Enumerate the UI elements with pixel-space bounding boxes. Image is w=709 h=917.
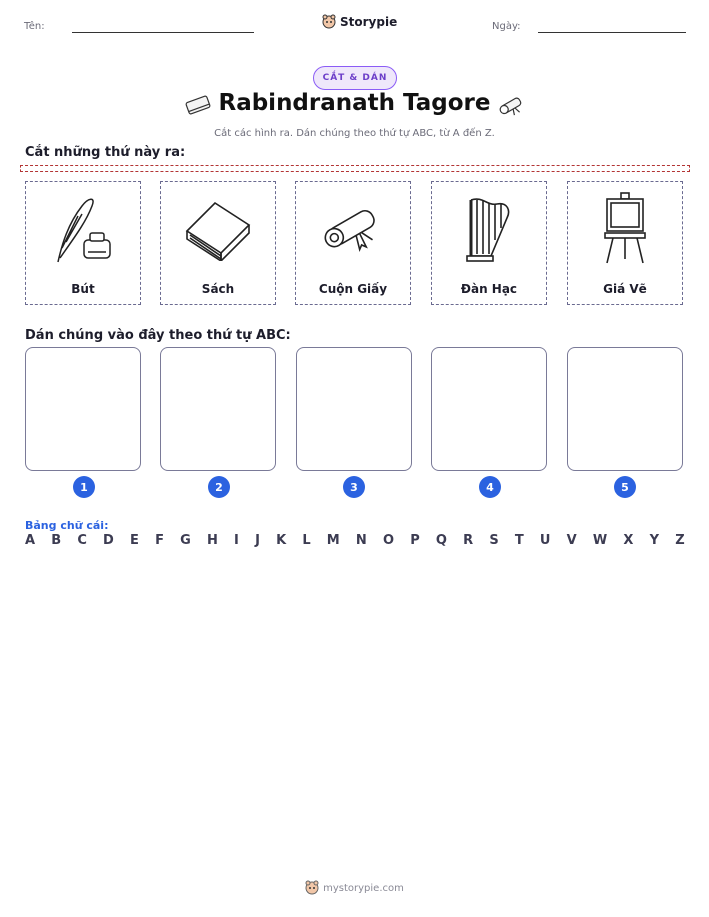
footer-url[interactable]: mystorypie.com (323, 882, 404, 894)
alphabet-letter: H (206, 533, 218, 548)
card-label: Cuộn Giấy (318, 282, 388, 296)
name-line (72, 32, 254, 33)
storypie-mascot-icon (305, 880, 319, 896)
alphabet-letter: X (623, 533, 634, 548)
quill-ink-icon (48, 192, 118, 264)
alphabet-letter: Y (649, 533, 660, 548)
alphabet-row (25, 533, 685, 548)
cutout-card[interactable] (160, 181, 276, 305)
paste-slot[interactable] (567, 347, 683, 471)
page-subtitle: Cắt các hình ra. Dán chúng theo thứ tự ABC, từ A đến Z. (214, 128, 495, 139)
alphabet-letter: G (180, 533, 191, 548)
paste-slot[interactable] (431, 347, 547, 471)
slot-number: 2 (208, 476, 230, 498)
cut-line (20, 165, 690, 172)
alphabet-letter: U (539, 533, 551, 548)
alphabet-letter: W (592, 533, 608, 548)
alphabet-letter: D (103, 533, 114, 548)
date-label: Ngày: (492, 21, 521, 32)
alphabet-letter: B (51, 533, 62, 548)
slot-number: 4 (479, 476, 501, 498)
activity-badge: CẮT & DÁN (313, 66, 397, 90)
storypie-mascot-icon (322, 14, 336, 30)
alphabet-letter: O (382, 533, 395, 548)
alphabet-letter: R (463, 533, 474, 548)
alphabet-letter: E (130, 533, 139, 548)
alphabet-letter: T (514, 533, 524, 548)
slot-number: 5 (614, 476, 636, 498)
book-icon (181, 195, 255, 261)
paste-slot[interactable] (296, 347, 412, 471)
name-label: Tên: (24, 21, 45, 32)
alphabet-letter: Z (675, 533, 685, 548)
alphabet-letter: A (25, 533, 36, 548)
date-line (538, 32, 686, 33)
alphabet-letter: J (255, 533, 260, 548)
alphabet-letter: C (77, 533, 87, 548)
scroll-icon (318, 196, 388, 260)
scroll-icon (497, 92, 527, 118)
alphabet-letter: Q (435, 533, 447, 548)
harp-icon (461, 192, 517, 264)
easel-icon (597, 191, 653, 265)
cutout-card[interactable] (25, 181, 141, 305)
card-label: Sách (201, 282, 235, 296)
alphabet-letter: F (155, 533, 164, 548)
cutout-card[interactable] (295, 181, 411, 305)
cut-section-title: Cắt những thứ này ra: (25, 145, 186, 160)
cutout-card[interactable] (567, 181, 683, 305)
page-title: Rabindranath Tagore (218, 90, 491, 116)
card-label: Bút (71, 282, 95, 296)
alphabet-title: Bảng chữ cái: (25, 519, 109, 532)
alphabet-letter: M (326, 533, 340, 548)
alphabet-letter: K (276, 533, 287, 548)
alphabet-letter: I (234, 533, 239, 548)
paste-slot[interactable] (25, 347, 141, 471)
paste-slot[interactable] (160, 347, 276, 471)
alphabet-letter: V (566, 533, 577, 548)
alphabet-letter: N (355, 533, 367, 548)
brand-logo (322, 14, 397, 30)
alphabet-letter: L (302, 533, 311, 548)
slot-number: 1 (73, 476, 95, 498)
cutout-card[interactable] (431, 181, 547, 305)
card-label: Giá Vẽ (603, 282, 647, 296)
brand-name: Storypie (340, 15, 398, 29)
slot-number: 3 (343, 476, 365, 498)
footer (0, 880, 709, 896)
alphabet-letter: P (410, 533, 420, 548)
alphabet-letter: S (489, 533, 499, 548)
paste-section-title: Dán chúng vào đây theo thứ tự ABC: (25, 328, 291, 343)
card-label: Đàn Hạc (460, 282, 518, 296)
